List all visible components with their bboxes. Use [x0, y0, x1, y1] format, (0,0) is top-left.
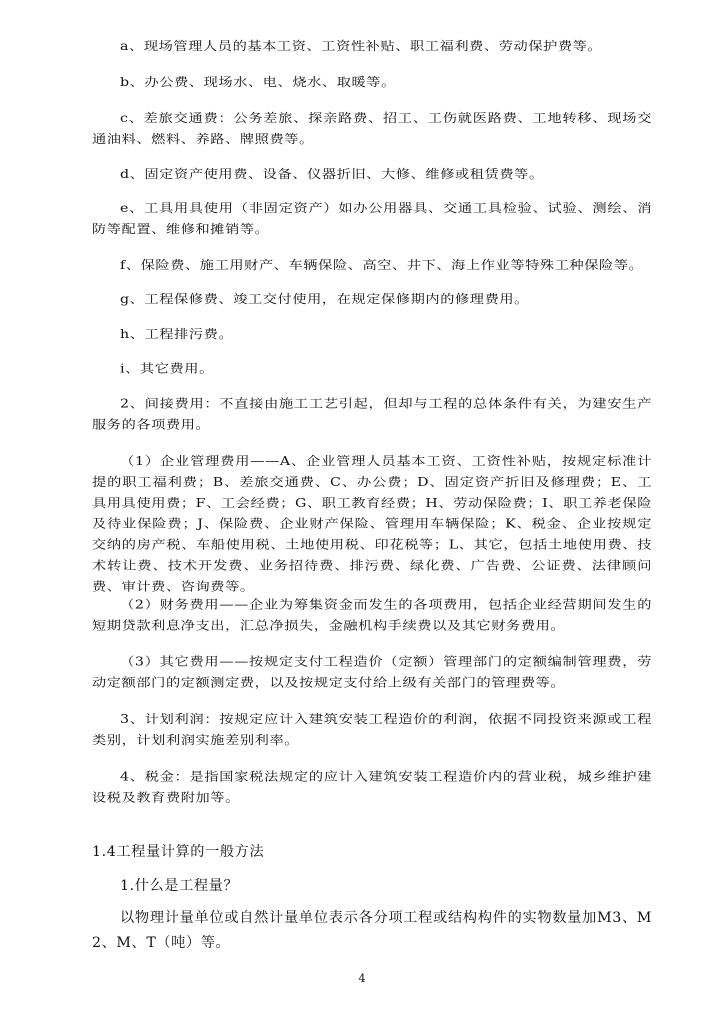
paragraph-c: c、差旅交通费：公务差旅、探亲路费、招工、工伤就医路费、工地转移、现场交通油料、燃料、养路、牌照费等。: [92, 111, 652, 147]
paragraph-f: f、保险费、施工用财产、车辆保险、高空、井下、海上作业等特殊工种保险等。: [120, 258, 644, 273]
paragraph-enterprise-management: （1）企业管理费用——A、企业管理人员基本工资、工资性补贴，按规定标准计提的职工福利费；B、差旅交通费、C、办公费；D、固定资产折旧及修理费；E、工具用具使用费；F、工会经费；G、职工教育经费；H、劳动保险费；I、职工养老保险及待业保险费；J、保险费、企业财产保险、管理用车辆保险；K、税金、企业按规定交纳的房产税、车船使用税、土地使用税、印花税等；L、其它，包括土地使用费、技术转让费、技术开发费、业务招待费、排污费、绿化费、广告费、公证费、法律顾问费、审计费、咨询费等。: [92, 455, 652, 594]
paragraph-financial-costs: （2）财务费用——企业为筹集资金而发生的各项费用，包括企业经营期间发生的短期贷款利息净支出，汇总净损失，金融机构手续费以及其它财务费用。: [92, 598, 652, 633]
paragraph-b: b、办公费、现场水、电、烧水、取暖等。: [120, 75, 396, 90]
paragraph-g: g、工程保修费、竣工交付使用，在规定保修期内的修理费用。: [120, 293, 529, 307]
paragraph-taxes: 4、税金：是指国家税法规定的应计入建筑安装工程造价内的营业税，城乡维护建设税及教育费附加等。: [92, 770, 652, 805]
paragraph-quantity-definition: 以物理计量单位或自然计量单位表示各分项工程或结构构件的实物数量加M3、M2、M、T（吨）等。: [92, 910, 652, 951]
paragraph-planned-profit: 3、计划利润：按规定应计入建筑安装工程造价的利润，依据不同投资来源或工程类别，计划利润实施差别利率。: [92, 713, 652, 748]
sub-heading: 1.什么是工程量？: [120, 878, 239, 894]
paragraph-d: d、固定资产使用费、设备、仪器折旧、大修、维修或租赁费等。: [120, 167, 544, 182]
paragraph-e: e、工具用具使用（非固定资产）如办公用器具、交通工具检验、试验、测绘、消防等配置、维修和摊销等。: [92, 202, 652, 237]
paragraph-h: h、工程排污费。: [120, 328, 234, 342]
paragraph-i: i、其它费用。: [120, 362, 214, 376]
paragraph-other-costs: （3）其它费用——按规定支付工程造价（定额）管理部门的定额编制管理费，劳动定额部门的定额测定费，以及按规定支付给上级有关部门的管理费等。: [92, 655, 652, 690]
paragraph-indirect-costs: 2、间接费用：不直接由施工工艺引起，但却与工程的总体条件有关，为建安生产服务的各项费用。: [92, 397, 652, 432]
paragraph-a: a、现场管理人员的基本工资、工资性补贴、职工福利费、劳动保护费等。: [120, 40, 603, 54]
page-number: 4: [358, 972, 366, 985]
section-heading: 1.4工程量计算的一般方法: [92, 844, 265, 860]
